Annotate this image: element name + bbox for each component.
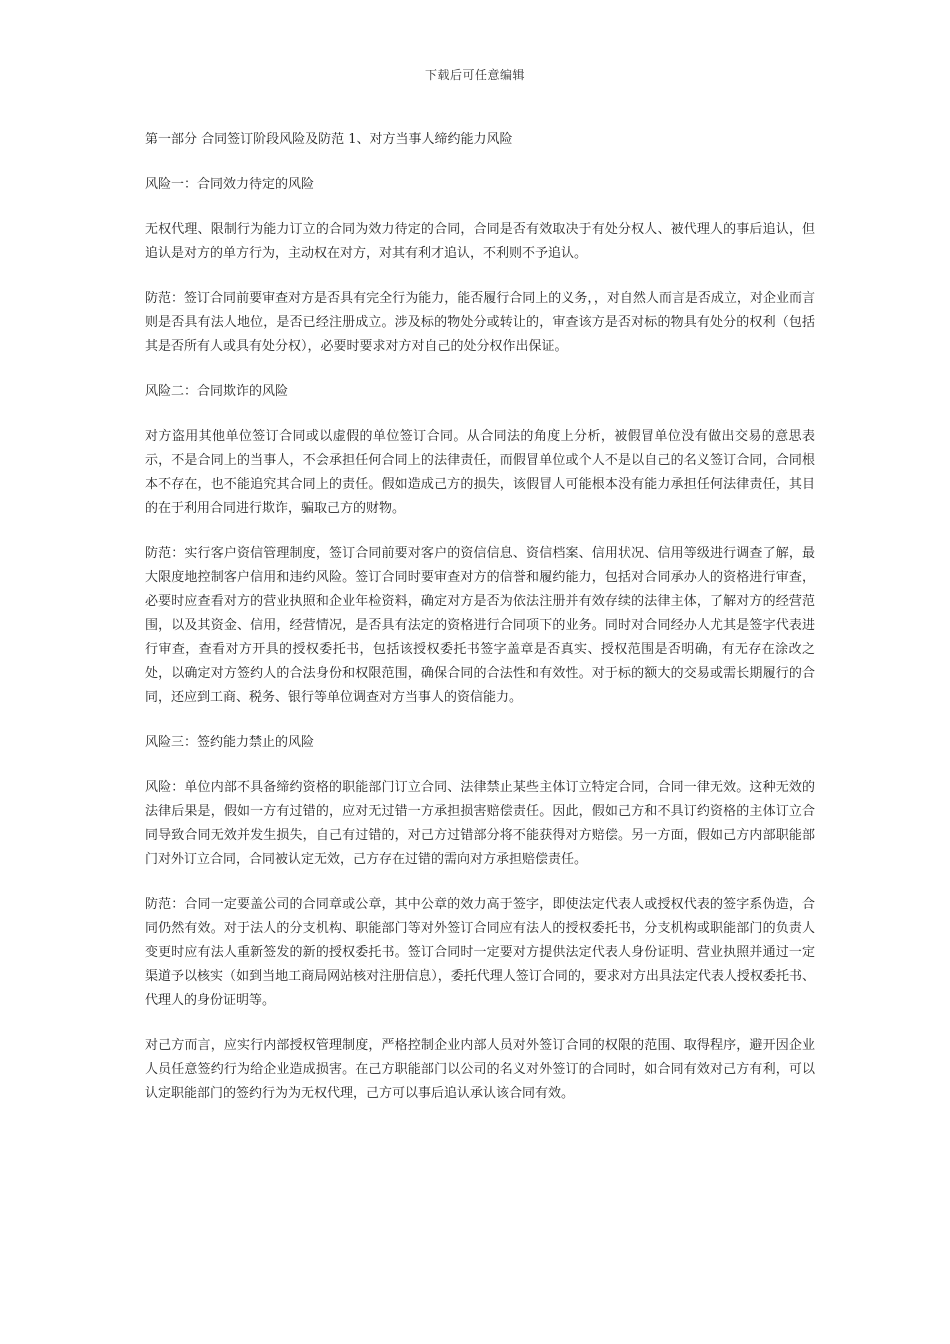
risk-description-1: 无权代理、限制行为能力订立的合同为效力待定的合同，合同是否有效取决于有处分权人、被代理人的事后追认，但追认是对方的单方行为，主动权在对方，对其有利才追认，不利则不予追认。	[145, 222, 815, 261]
page-header: 下载后可任意编辑	[424, 68, 525, 82]
section-title: 第一部分 合同签订阶段风险及防范 1、对方当事人缔约能力风险	[145, 132, 513, 147]
risk-heading-1: 风险一：合同效力待定的风险	[145, 177, 315, 192]
document-body	[145, 128, 815, 1127]
prevention-2: 防范：实行客户资信管理制度，签订合同前要对客户的资信信息、资信档案、信用状况、信用等级进行调查了解，最大限度地控制客户信用和违约风险。签订合同时要审查对方的信誉和履约能力，包括对合同承办人的资格进行审查，必要时应查看对方的营业执照和企业年检资料，确定对方是否为依法注册并有效存续的法律主体，了解对方的经营范围，以及其资金、信用，经营情况，是否具有法定的资格进行合同项下的业务。同时对合同经办人尤其是签字代表进行审查，查看对方开具的授权委托书，包括该授权委托书签字盖章是否真实、授权范围是否明确，有无存在涂改之处，以确定对方签约人的合法身份和权限范围，确保合同的合法性和有效性。对于标的额大的交易或需长期履行的合同，还应到工商、税务、银行等单位调查对方当事人的资信能力。	[145, 546, 815, 705]
prevention-3: 防范：合同一定要盖公司的合同章或公章，其中公章的效力高于签字，即使法定代表人或授权代表的签字系伪造，合同仍然有效。对于法人的分支机构、职能部门等对外签订合同应有法人的授权委托书，分支机构或职能部门的负责人变更时应有法人重新签发的新的授权委托书。签订合同时一定要对方提供法定代表人身份证明、营业执照并通过一定渠道予以核实（如到当地工商局网站核对注册信息），委托代理人签订合同的，要求对方出具法定代表人授权委托书、代理人的身份证明等。	[145, 897, 815, 1008]
risk-description-3: 风险：单位内部不具备缔约资格的职能部门订立合同、法律禁止某些主体订立特定合同，合同一律无效。这种无效的法律后果是，假如一方有过错的，应对无过错一方承担损害赔偿责任。因此，假如己方和不具订约资格的主体订立合同导致合同无效并发生损失，自己有过错的，对己方过错部分将不能获得对方赔偿。另一方面，假如己方内部职能部门对外订立合同，合同被认定无效，己方存在过错的需向对方承担赔偿责任。	[145, 780, 815, 867]
risk-heading-2: 风险二：合同欺诈的风险	[145, 384, 289, 399]
risk-description-2: 对方盗用其他单位签订合同或以虚假的单位签订合同。从合同法的角度上分析，被假冒单位没有做出交易的意思表示，不是合同上的当事人，不会承担任何合同上的法律责任，而假冒单位或个人不是以自己的名义签订合同，合同根本不存在，也不能追究其合同上的责任。假如造成己方的损失，该假冒人可能根本没有能力承担任何法律责任，其目的在于利用合同进行欺诈，骗取己方的财物。	[145, 429, 815, 516]
internal-management-paragraph: 对己方而言，应实行内部授权管理制度，严格控制企业内部人员对外签订合同的权限的范围、取得程序，避开因企业人员任意签约行为给企业造成损害。在己方职能部门以公司的名义对外签订的合同时，如合同有效对己方有利，可以认定职能部门的签约行为为无权代理，己方可以事后追认承认该合同有效。	[145, 1038, 815, 1101]
risk-heading-3: 风险三：签约能力禁止的风险	[145, 735, 315, 750]
prevention-1: 防范：签订合同前要审查对方是否具有完全行为能力，能否履行合同上的义务，，对自然人而言是否成立，对企业而言则是否具有法人地位，是否已经注册成立。涉及标的物处分或转让的，审查该方是否对标的物具有处分的权利（包括其是否所有人或具有处分权），必要时要求对方对自己的处分权作出保证。	[145, 291, 815, 354]
